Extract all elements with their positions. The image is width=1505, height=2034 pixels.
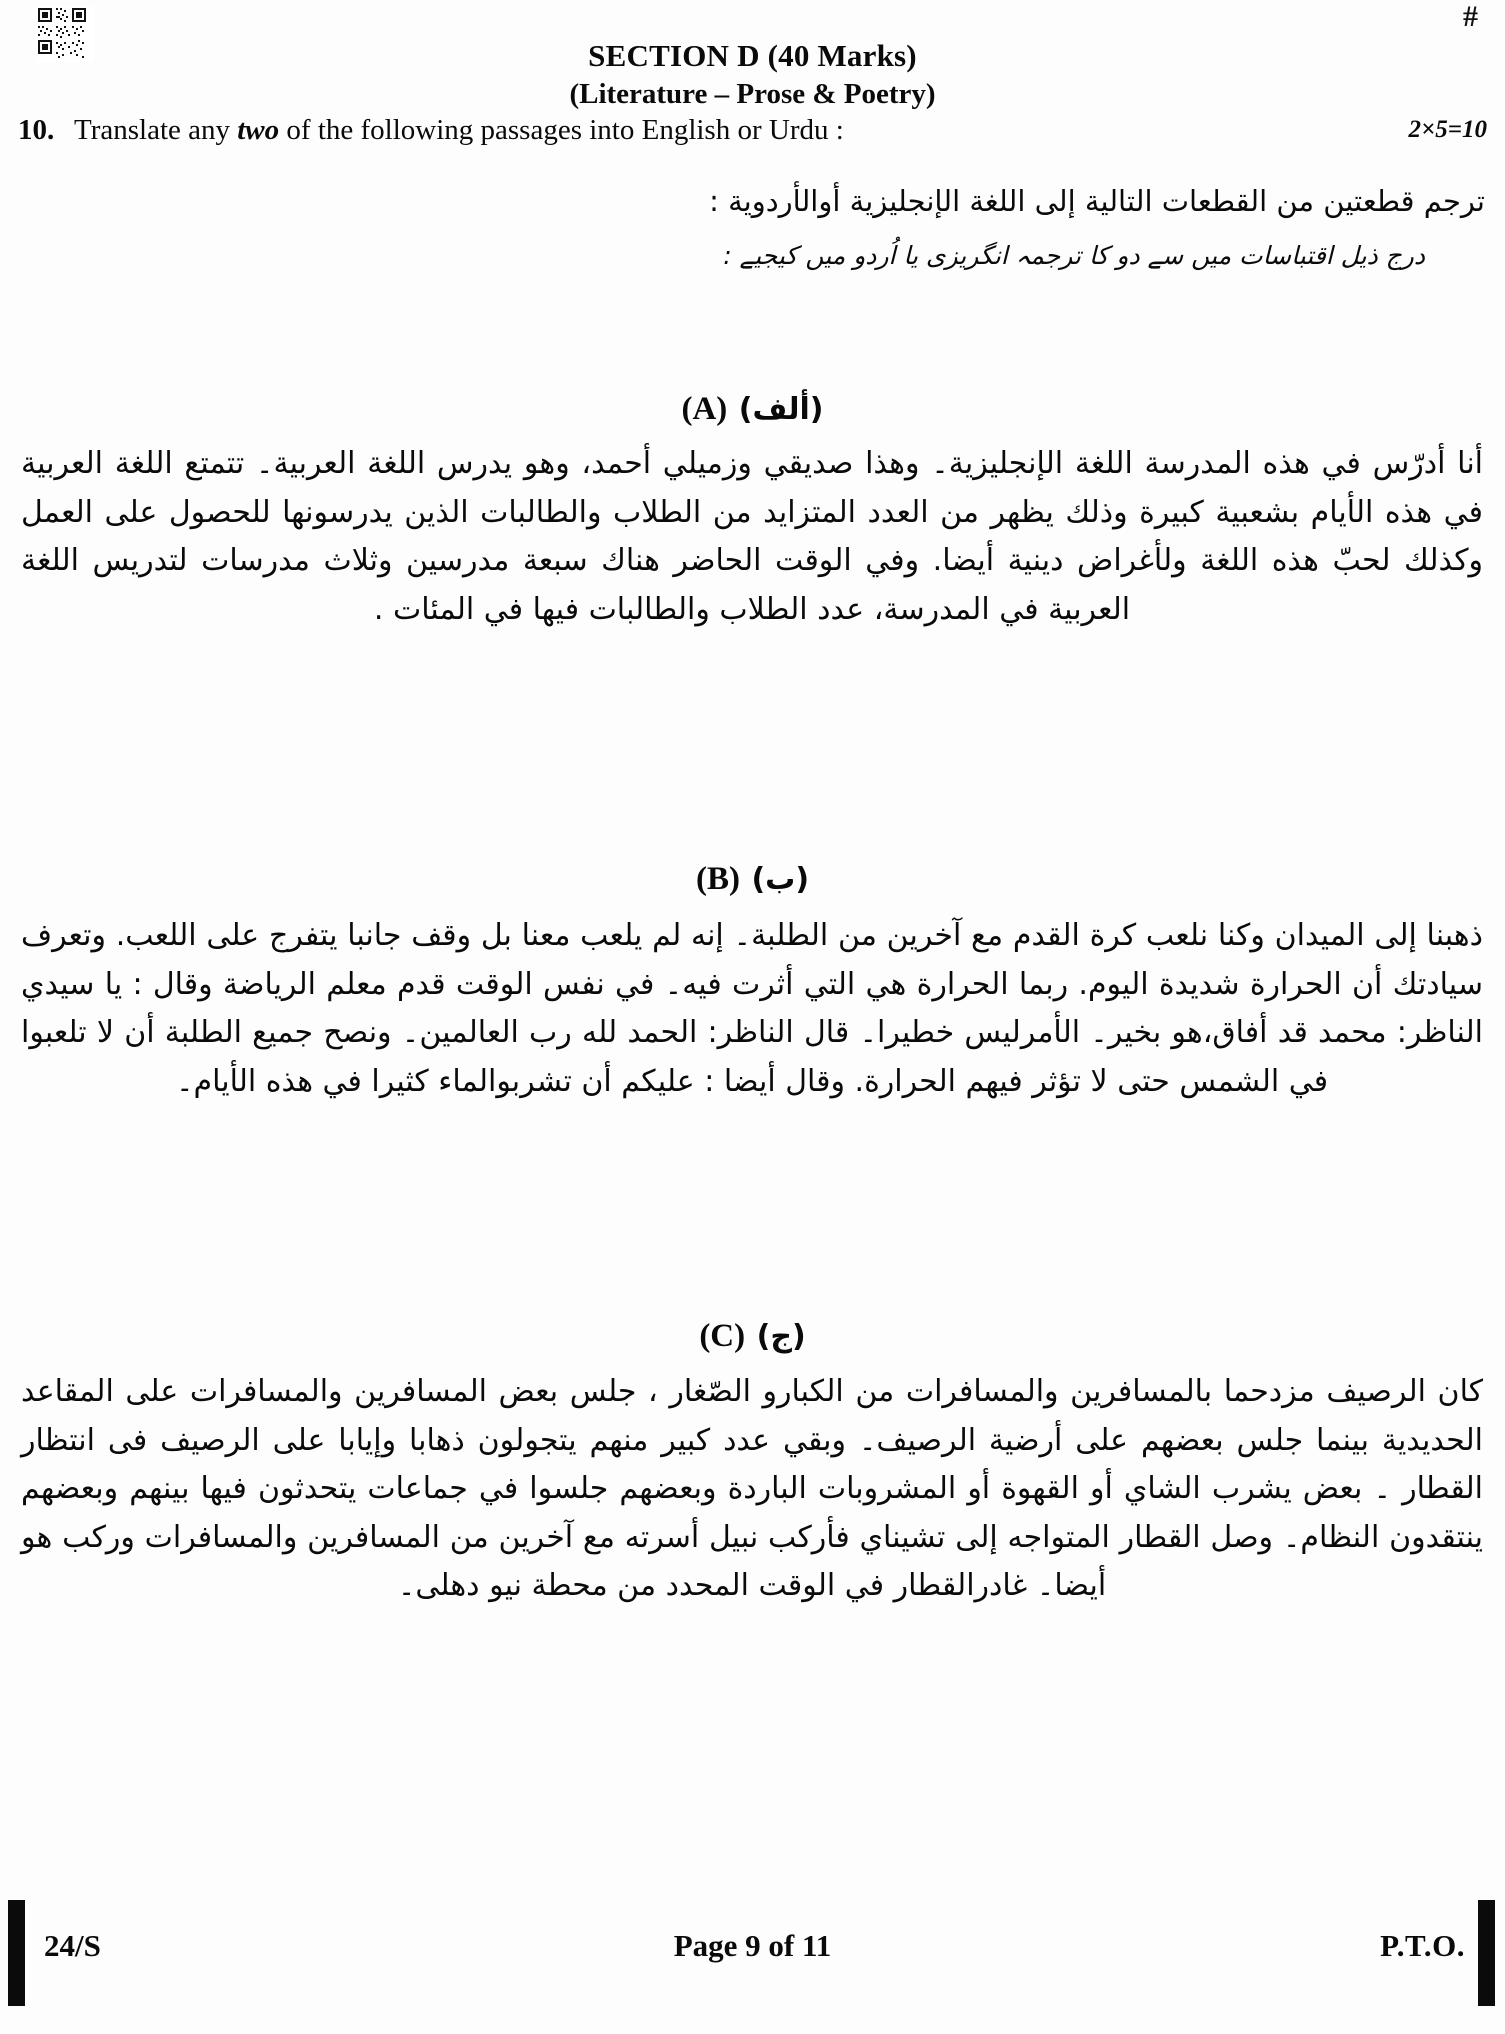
paper-code: 24/S [44, 1928, 101, 1963]
question-text-after: of the following passages into English or Urdu : [279, 114, 844, 146]
question-text [74, 114, 844, 147]
question-number: 10. [18, 114, 55, 146]
page-number: Page 9 of 11 [673, 1928, 832, 1963]
hash-mark: # [1463, 0, 1477, 33]
part-heading-a [0, 388, 1505, 428]
part-heading-b [0, 858, 1505, 898]
passage-b [21, 912, 1483, 1106]
pto-label: P.T.O. [1380, 1928, 1465, 1963]
part-b-label-latin: (B) [695, 861, 740, 897]
part-a-label-latin: (A) [681, 391, 728, 427]
part-a-label-arabic: (ألف) [738, 392, 824, 427]
part-heading-c [0, 1315, 1505, 1355]
instruction-arabic: ترجم قطعتين من القطعات التالية إلى اللغة الإنجليزية أوالأردوية : [709, 184, 1485, 218]
section-subtitle: (Literature – Prose & Poetry) [569, 78, 936, 110]
question-emphasis-two: two [237, 114, 280, 146]
question-marks: 2×5=10 [1408, 116, 1487, 143]
passage-c [21, 1368, 1483, 1611]
passage-b-text: ذهبنا إلى الميدان وكنا نلعب كرة القدم مع آخرين من الطلبة۔ إنه لم يلعب معنا بل وقف جانبا يتفرج على اللعب. وتعرف سيادتك أن الحرارة شديدة اليوم. ربما الحرارة هي التي أثرت فيه۔ في نفس الوقت قدم معلم الرياضة وقال : يا سيدي الناظر: محمد قد أفاق،هو بخير۔ الأمرليس خطيرا۔ قال الناظر: الحمد لله رب العالمين۔ ونصح جميع الطلبة أن لا تلعبوا في الشمس حتى لا تؤثر فيهم الحرارة. وقال أيضا : عليكم أن تشربوالماء كثيرا في هذه الأيام۔ [21, 918, 1483, 1099]
part-b-label-arabic: (ب) [751, 862, 810, 897]
passage-a [21, 440, 1483, 634]
section-title: SECTION D (40 Marks) [588, 38, 917, 73]
passage-a-text: أنا أدرّس في هذه المدرسة اللغة الإنجليزية۔ وهذا صديقي وزميلي أحمد، وهو يدرس اللغة العربية۔ تتمتع اللغة العربية في هذه الأيام بشعبية كبيرة وذلك يظهر من العدد المتزايد من الطلاب والطالبات الذين يدرسونها للحصول على العمل وكذلك لحبّ هذه اللغة ولأغراض دينية أيضا. وفي الوقت الحاضر هناك سبعة مدرسين وثلاث مدرسات لتدريس اللغة العربية في المدرسة، عدد الطلاب والطالبات فيها في المئات . [21, 446, 1483, 627]
question-text-before: Translate any [74, 114, 238, 146]
instruction-urdu: درج ذیل اقتباسات میں سے دو کا ترجمہ انگریزی یا اُردو میں کیجیے : [723, 241, 1425, 270]
passage-c-text: كان الرصيف مزدحما بالمسافرين والمسافرات من الكبارو الصّغار ، جلس بعض المسافرين والمسافرات على المقاعد الحديدية بينما جلس بعضهم على أرضية الرصيف۔ وبقي عدد كبير منهم يتجولون ذهابا وإيابا على الرصيف فى انتظار القطار ۔ بعض يشرب الشاي أو القهوة أو المشروبات الباردة وبعضهم جلسوا في جماعات يتحدثون فيها بينهم وبعضهم ينتقدون النظام۔ وصل القطار المتواجه إلى تشيناي فأركب نبيل أسرته مع آخرين من المسافرين والمسافرات وركب هو أيضا۔ غادرالقطار في الوقت المحدد من محطة نيو دهلى۔ [21, 1374, 1483, 1604]
question-line [0, 114, 1505, 154]
part-c-label-latin: (C) [699, 1318, 746, 1354]
part-c-label-arabic: (ج) [756, 1319, 806, 1354]
